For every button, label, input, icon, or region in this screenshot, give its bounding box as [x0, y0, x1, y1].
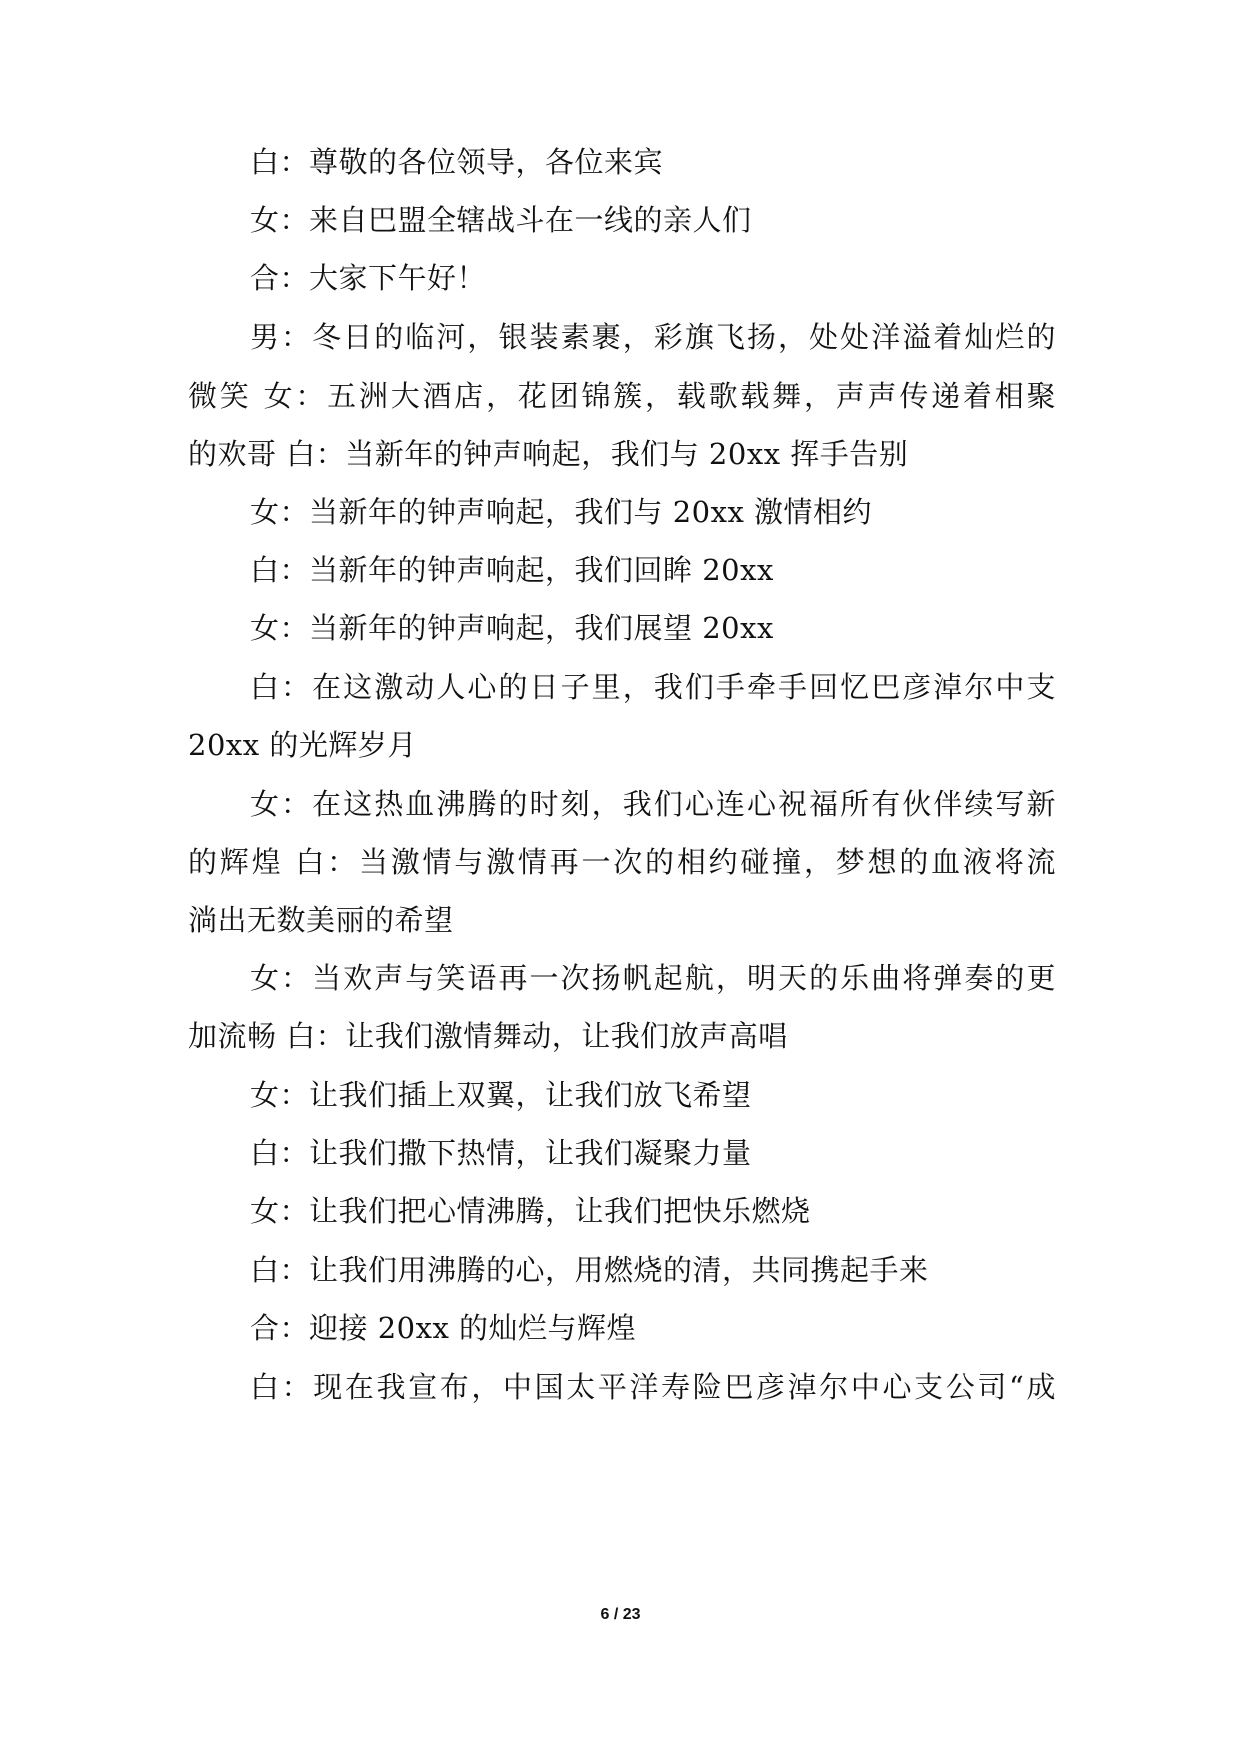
- paragraph-line: 白：让我们撒下热情，让我们凝聚力量: [250, 1136, 752, 1170]
- paragraph-line: 女：让我们把心情沸腾，让我们把快乐燃烧: [250, 1194, 811, 1228]
- paragraph-line: 女：当新年的钟声响起，我们与 20xx 激情相约: [250, 495, 873, 529]
- paragraph-line: 合：大家下午好！: [250, 261, 487, 295]
- paragraph-line: 女：让我们插上双翼，让我们放飞希望: [250, 1078, 752, 1112]
- paragraph-line: 合：迎接 20xx 的灿烂与辉煌: [250, 1311, 637, 1345]
- paragraph-line: 白：在这激动人心的日子里，我们手牵手回忆巴彦淖尔中支: [250, 670, 1056, 704]
- paragraph-line: 男：冬日的临河，银装素裹，彩旗飞扬，处处洋溢着灿烂的: [250, 320, 1056, 354]
- paragraph-line: 女：在这热血沸腾的时刻，我们心连心祝福所有伙伴续写新: [250, 787, 1056, 821]
- page-number: 6 / 23: [600, 1606, 641, 1623]
- paragraph-line: 白：当新年的钟声响起，我们回眸 20xx: [250, 553, 774, 587]
- paragraph-line: 的辉煌 白：当激情与激情再一次的相约碰撞，梦想的血液将流: [188, 845, 1056, 879]
- paragraph-line: 的欢哥 白：当新年的钟声响起，我们与 20xx 挥手告别: [188, 437, 909, 471]
- paragraph-line: 白：尊敬的各位领导，各位来宾: [250, 145, 664, 179]
- paragraph-line: 白：现在我宣布，中国太平洋寿险巴彦淖尔中心支公司“成: [250, 1370, 1056, 1404]
- paragraph-line: 加流畅 白：让我们激情舞动，让我们放声高唱: [188, 1019, 788, 1053]
- paragraph-line: 女：来自巴盟全辖战斗在一线的亲人们: [250, 203, 752, 237]
- paragraph-line: 白：让我们用沸腾的心，用燃烧的清，共同携起手来: [250, 1253, 929, 1287]
- paragraph-line: 微笑 女：五洲大酒店，花团锦簇，载歌载舞，声声传递着相聚: [188, 379, 1056, 413]
- paragraph-line: 女：当新年的钟声响起，我们展望 20xx: [250, 611, 774, 645]
- paragraph-line: 女：当欢声与笑语再一次扬帆起航，明天的乐曲将弹奏的更: [250, 961, 1056, 995]
- paragraph-line: 20xx 的光辉岁月: [188, 728, 417, 762]
- paragraph-line: 淌出无数美丽的希望: [188, 903, 454, 937]
